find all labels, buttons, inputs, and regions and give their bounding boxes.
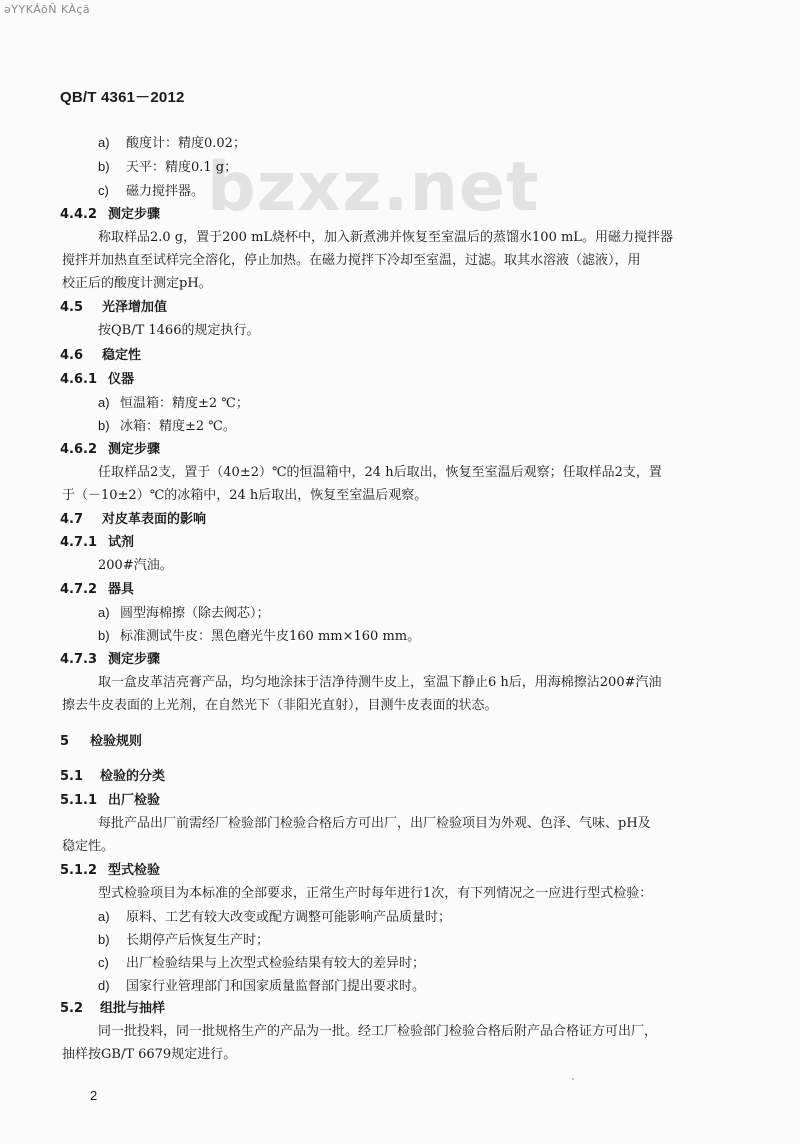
list-label: c) bbox=[98, 183, 109, 198]
section-title: 测定步骤 bbox=[108, 652, 161, 667]
list-text: 原料、工艺有较大改变或配方调整可能影响产品质量时； bbox=[126, 910, 452, 925]
paragraph-line: 稳定性。 bbox=[62, 839, 115, 854]
section-number: 5.2 bbox=[60, 1001, 84, 1016]
section-number: 5 bbox=[60, 734, 70, 749]
paragraph-line: 校正后的酸度计测定pH。 bbox=[62, 276, 212, 291]
list-item bbox=[98, 394, 249, 413]
section-title: 测定步骤 bbox=[108, 207, 161, 222]
paragraph-line: 每批产品出厂前需经厂检验部门检验合格后方可出厂，出厂检验项目为外观、色泽、气味、pH及 bbox=[98, 816, 651, 831]
list-item bbox=[98, 627, 420, 646]
list-text: 出厂检验结果与上次型式检验结果有较大的差异时； bbox=[126, 956, 426, 971]
list-item bbox=[98, 954, 425, 973]
section-heading-4-7-1 bbox=[60, 534, 134, 552]
list-text: 长期停产后恢复生产时； bbox=[126, 933, 270, 948]
list-text: 圆型海棉擦（除去阀芯）； bbox=[120, 606, 270, 621]
section-title: 对皮革表面的影响 bbox=[102, 512, 207, 527]
list-label: d) bbox=[98, 978, 110, 993]
list-label: b) bbox=[98, 418, 110, 433]
list-text: 恒温箱：精度±2 ℃； bbox=[120, 396, 249, 411]
list-text: 酸度计：精度0.02； bbox=[126, 136, 246, 151]
list-item bbox=[98, 158, 237, 177]
section-title: 试剂 bbox=[108, 535, 135, 550]
paragraph-line: 称取样品2.0 g，置于200 mL烧杯中，加入新煮沸并恢复至室温后的蒸馏水100 mL。用磁力搅拌器 bbox=[98, 230, 673, 245]
section-title: 测定步骤 bbox=[108, 442, 161, 457]
page-number: 2 bbox=[90, 1088, 98, 1103]
list-item bbox=[98, 417, 236, 436]
section-heading-5 bbox=[60, 733, 142, 751]
section-title: 稳定性 bbox=[102, 348, 142, 363]
paragraph-line: 型式检验项目为本标准的全部要求，正常生产时每年进行1次，有下列情况之一应进行型式检验： bbox=[98, 886, 653, 901]
list-item bbox=[98, 604, 270, 623]
section-heading-5-1-2 bbox=[60, 862, 160, 880]
list-text: 天平：精度0.1 g； bbox=[126, 160, 238, 175]
section-number: 4.5 bbox=[60, 300, 84, 315]
section-title: 器具 bbox=[108, 582, 135, 597]
list-label: c) bbox=[98, 955, 109, 970]
section-number: 4.7 bbox=[60, 512, 84, 527]
paragraph-line: 于（－10±2）℃的冰箱中，24 h后取出，恢复至室温后观察。 bbox=[62, 488, 428, 503]
list-label: b) bbox=[98, 932, 110, 947]
section-heading-4-6-1 bbox=[60, 371, 134, 389]
paragraph-line: 同一批投料，同一批规格生产的产品为一批。经工厂检验部门检验合格后附产品合格证方可出厂， bbox=[98, 1024, 658, 1039]
list-label: a) bbox=[98, 909, 110, 924]
section-title: 光泽增加值 bbox=[102, 300, 168, 315]
list-label: a) bbox=[98, 605, 110, 620]
list-text: 国家行业管理部门和国家质量监督部门提出要求时。 bbox=[126, 979, 426, 994]
section-title: 检验规则 bbox=[90, 734, 143, 749]
section-number: 5.1 bbox=[60, 769, 84, 784]
section-title: 仪器 bbox=[108, 372, 135, 387]
section-number: 5.1.2 bbox=[60, 863, 98, 878]
section-heading-4-6-2 bbox=[60, 441, 160, 459]
list-item bbox=[98, 977, 425, 996]
section-number: 4.4.2 bbox=[60, 207, 98, 222]
paragraph-line: 任取样品2支，置于（40±2）℃的恒温箱中，24 h后取出，恢复至室温后观察；任取样品2支，置 bbox=[98, 465, 662, 480]
watermark: bzxz.net bbox=[207, 148, 540, 227]
section-title: 检验的分类 bbox=[100, 769, 166, 784]
list-item bbox=[98, 182, 204, 201]
list-label: b) bbox=[98, 628, 110, 643]
section-number: 4.7.3 bbox=[60, 652, 98, 667]
section-number: 4.6 bbox=[60, 348, 84, 363]
paragraph-line: 200#汽油。 bbox=[98, 558, 173, 573]
section-heading-5-1 bbox=[60, 768, 165, 786]
section-number: 4.6.1 bbox=[60, 372, 98, 387]
header-garbled-text: ǝYYKÁõÑ KÀçã bbox=[4, 3, 91, 16]
section-number: 4.7.1 bbox=[60, 535, 98, 550]
list-item bbox=[98, 134, 246, 153]
section-heading-4-7-2 bbox=[60, 581, 134, 599]
paragraph-line: 擦去牛皮表面的上光剂，在自然光下（非阳光直射），目测牛皮表面的状态。 bbox=[62, 698, 498, 713]
list-text: 磁力搅拌器。 bbox=[126, 184, 205, 199]
list-label: a) bbox=[98, 135, 110, 150]
list-item bbox=[98, 908, 451, 927]
list-item bbox=[98, 931, 269, 950]
section-heading-4-7 bbox=[60, 511, 206, 529]
section-heading-4-4-2 bbox=[60, 206, 160, 224]
section-title: 出厂检验 bbox=[108, 793, 161, 808]
section-number: 5.1.1 bbox=[60, 793, 98, 808]
paragraph-line: 取一盒皮革洁亮膏产品，均匀地涂抹于洁净待测牛皮上，室温下静止6 h后，用海棉擦沾200#汽油 bbox=[98, 675, 662, 690]
section-heading-4-6 bbox=[60, 347, 141, 365]
list-text: 标准测试牛皮：黑色磨光牛皮160 mm×160 mm。 bbox=[120, 629, 421, 644]
section-title: 组批与抽样 bbox=[100, 1001, 166, 1016]
section-number: 4.7.2 bbox=[60, 582, 98, 597]
paragraph-line: 搅拌并加热直至试样完全溶化，停止加热。在磁力搅拌下冷却至室温，过滤。取其水溶液（滤液），用 bbox=[62, 253, 641, 268]
section-title: 型式检验 bbox=[108, 863, 161, 878]
list-label: b) bbox=[98, 159, 110, 174]
section-heading-4-5 bbox=[60, 299, 167, 317]
list-text: 冰箱：精度±2 ℃。 bbox=[120, 419, 236, 434]
section-number: 4.6.2 bbox=[60, 442, 98, 457]
paragraph-line: 按QB/T 1466的规定执行。 bbox=[98, 323, 260, 338]
standard-code: QB/T 4361－2012 bbox=[60, 89, 185, 106]
paragraph-line: 抽样按GB/T 6679规定进行。 bbox=[62, 1047, 237, 1062]
list-label: a) bbox=[98, 395, 110, 410]
scan-speck bbox=[572, 1078, 574, 1080]
section-heading-5-1-1 bbox=[60, 792, 160, 810]
section-heading-5-2 bbox=[60, 1000, 165, 1018]
section-heading-4-7-3 bbox=[60, 651, 160, 669]
